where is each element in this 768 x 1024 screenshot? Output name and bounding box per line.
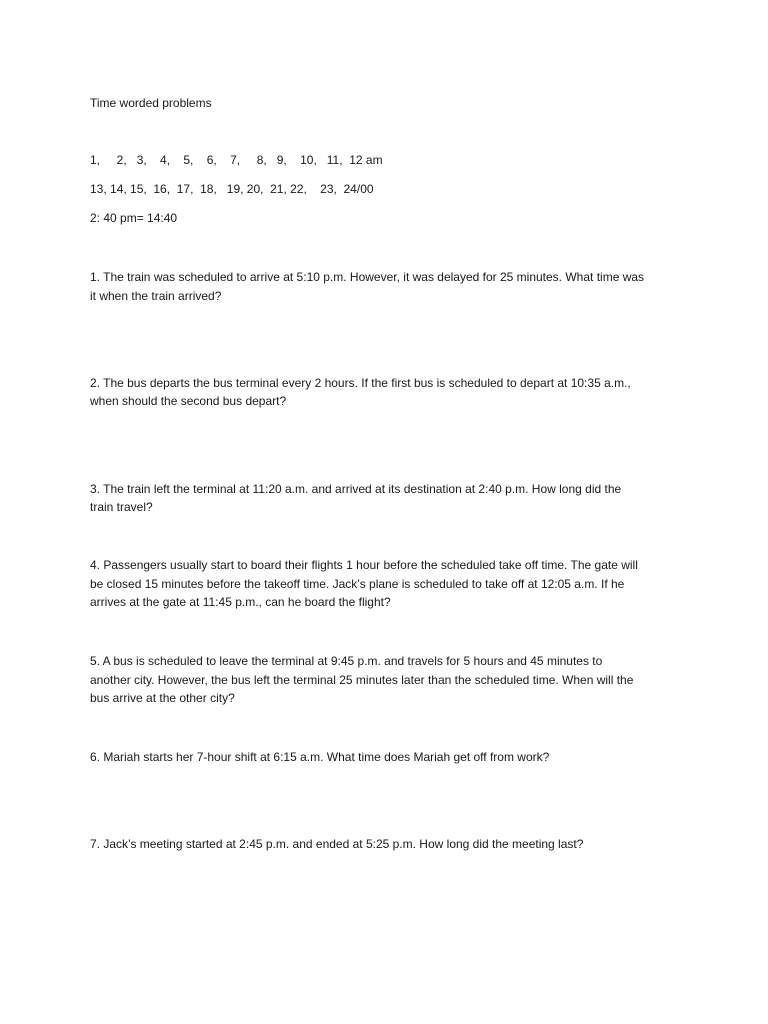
problem-5-line-2: another city. However, the bus left the terminal 25 minutes later than the scheduled time. When will the [90, 673, 634, 687]
problem-4-line-2: be closed 15 minutes before the takeoff time. Jack’s plane is scheduled to take off at 12:05 a.m. If he [90, 577, 625, 591]
problem-5-line-1: 5. A bus is scheduled to leave the terminal at 9:45 p.m. and travels for 5 hours and 45 minutes to [90, 654, 603, 668]
time-conversion-example: 2: 40 pm= 14:40 [90, 211, 178, 225]
problem-5-line-3: bus arrive at the other city? [90, 691, 235, 705]
problem-1-line-1: 1. The train was scheduled to arrive at 5:10 p.m. However, it was delayed for 25 minutes. What time was [90, 270, 645, 284]
document-title: Time worded problems [90, 96, 212, 110]
problem-7-line-1: 7. Jack’s meeting started at 2:45 p.m. and ended at 5:25 p.m. How long did the meeting last? [90, 837, 584, 851]
problem-4-line-3: arrives at the gate at 11:45 p.m., can he board the flight? [90, 595, 391, 609]
hours-row-am: 1, 2, 3, 4, 5, 6, 7, 8, 9, 10, 11, 12 am [90, 153, 383, 167]
problem-1-line-2: it when the train arrived? [90, 289, 222, 303]
problem-3-line-2: train travel? [90, 500, 153, 514]
problem-2-line-1: 2. The bus departs the bus terminal every 2 hours. If the first bus is scheduled to depart at 10:35 a.m., [90, 376, 631, 390]
problem-6-line-1: 6. Mariah starts her 7-hour shift at 6:15 a.m. What time does Mariah get off from work? [90, 750, 550, 764]
hours-row-pm: 13, 14, 15, 16, 17, 18, 19, 20, 21, 22, 23, 24/00 [90, 182, 374, 196]
problem-4-line-1: 4. Passengers usually start to board their flights 1 hour before the scheduled take off time. The gate will [90, 558, 638, 572]
problem-3-line-1: 3. The train left the terminal at 11:20 a.m. and arrived at its destination at 2:40 p.m. How long did the [90, 482, 622, 496]
problem-2-line-2: when should the second bus depart? [90, 394, 287, 408]
